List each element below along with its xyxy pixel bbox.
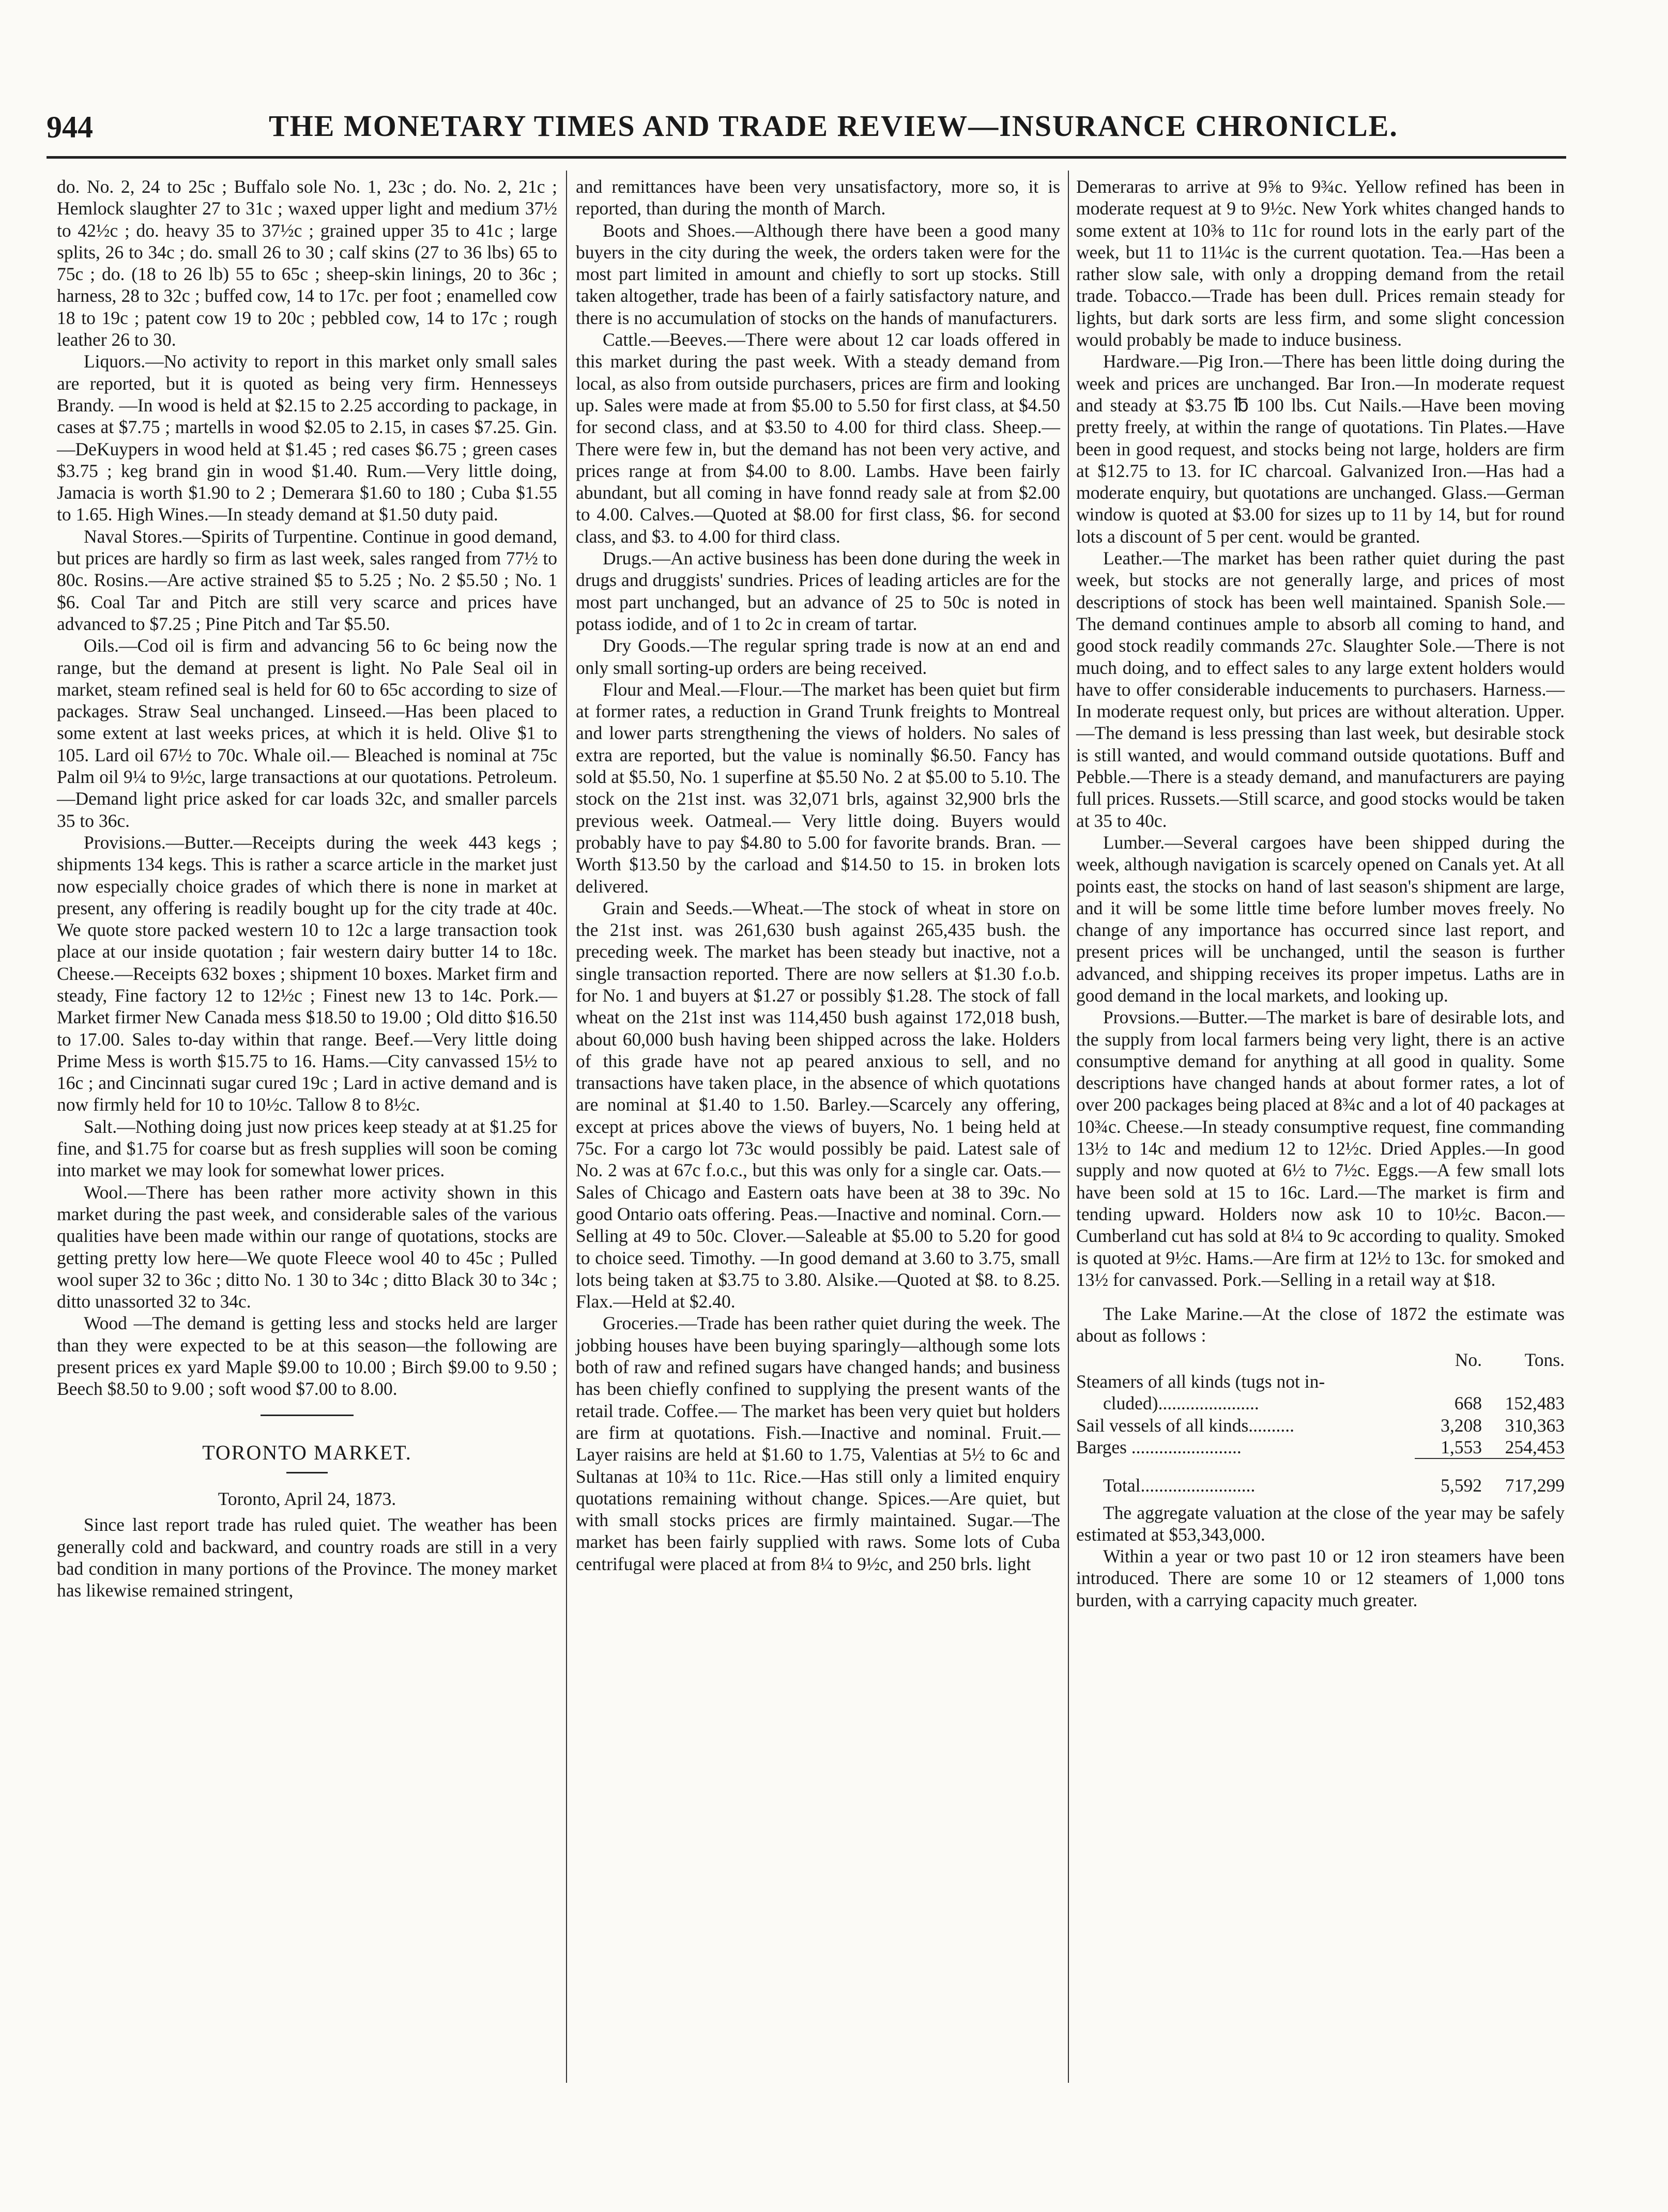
paragraph: Boots and Shoes.—Although there have been a good many buyers in the city during the week, the orders taken were for the most part limited in amount and chiefly to sort up stocks. Still taken altogether, trade has been of a fairly satisfactory nature, and there is no accumulation of stocks on the hands of manufacturers. [576,220,1060,328]
masthead-title: THE MONETARY TIMES AND TRADE REVIEW—INSURANCE CHRONICLE. [269,109,1398,143]
paragraph: Since last report trade has ruled quiet. The weather has been generally cold and backward, and country roads are still in a very bad condition in many portions of the Province. The money market has likewise remained stringent, [57,1514,557,1601]
row-label: Total......................... [1103,1475,1256,1496]
table-header-row [1076,1349,1565,1371]
page-number: 944 [47,110,93,144]
paragraph: Provisions.—Butter.—Receipts during the week 443 kegs ; shipments 134 kegs. This is rather a scarce article in the market just now especially choice grades of which there is none in market at present, any offering is readily bought up for the city trade at 40c. We quote store packed western 10 to 12c a large transaction took place at our inside quotation ; fair western dairy butter 14 to 18c. Cheese.—Receipts 632 boxes ; shipment 10 boxes. Market firm and steady, Fine factory 12 to 12½c ; Finest new 13 to 14c. Pork.—Market firmer New Canada mess $18.50 to 19.00 ; Old ditto $16.50 to 17.00. Sales to-day within that range. Beef.—Very little doing Prime Mess is worth $15.75 to 16. Hams.—City canvassed 15½ to 16c ; and Cincinnati sugar cured 19c ; Lard in active demand and is now firmly held for 10 to 10½c. Tallow 8 to 8½c. [57,832,557,1115]
lake-marine-table [1076,1349,1565,1497]
cell-number: 1,553 [1441,1436,1482,1457]
cell-tons: 310,363 [1505,1415,1565,1436]
row-label: Sail vessels of all kinds.......... [1076,1415,1295,1436]
cell-tons: 717,299 [1505,1475,1565,1496]
cell-tons: 152,483 [1505,1393,1565,1414]
paragraph: Lumber.—Several cargoes have been shipped during the week, although navigation is scarcely opened on Canals yet. At all points east, the stocks on hand of last season's shipment are large, and it will be some little time before lumber moves freely. No change of any importance has occurred since last report, and present prices will be unchanged, until the season is further advanced, and shipping receives its proper impetus. Laths are in good demand in the local markets, and looking up. [1076,832,1565,1006]
cell-number: 5,592 [1441,1475,1482,1496]
paragraph: The aggregate valuation at the close of the year may be safely estimated at $53,343,000. [1076,1502,1565,1545]
section-rule [261,1415,354,1416]
table-row [1076,1436,1565,1458]
row-label: cluded)...................... [1103,1393,1259,1414]
page-header [47,98,1566,160]
table-row [1076,1371,1565,1392]
column-header: Tons. [1524,1349,1565,1370]
paragraph: The Lake Marine.—At the close of 1872 the estimate was about as follows : [1076,1303,1565,1346]
cell-number: 668 [1454,1393,1482,1414]
paragraph: Within a year or two past 10 or 12 iron steamers have been introduced. There are some 10 or 12 steamers of 1,000 tons burden, with a carrying capacity much greater. [1076,1546,1565,1610]
section-rule [286,1472,328,1473]
paragraph: Grain and Seeds.—Wheat.—The stock of wheat in store on the 21st inst. was 261,630 bush against 265,435 bush. the preceding week. The market has been steady but inactive, not a single transaction reported. There are now sellers at $1.30 f.o.b. for No. 1 and buyers at $1.27 or possibly $1.28. The stock of fall wheat on the 21st inst was 114,450 bush against 172,018 bush, about 60,000 bush having been shipped across the lake. Holders of this grade have not ap peared anxious to sell, and no transactions have taken place, in the absence of which quotations are nominal at $1.40 to 1.50. Barley.—Scarcely any offering, except at prices above the views of buyers, No. 1 being held at 75c. For a cargo lot 73c would possibly be paid. Latest sale of No. 2 was at 67c f.o.c., but this was only for a single car. Oats.—Sales of Chicago and Eastern oats have been at 38 to 39c. No good Ontario oats offering. Peas.—Inactive and nominal. Corn.—Selling at 49 to 50c. Clover.—Saleable at $5.00 to 5.20 for good to choice seed. Timothy. —In good demand at 3.60 to 3.75, small lots being taken at $3.75 to 3.80. Alsike.—Quoted at $8. to 8.25. Flax.—Held at $2.40. [576,897,1060,1312]
column-1 [57,176,557,1601]
cell-number: 3,208 [1441,1415,1482,1436]
paragraph: Leather.—The market has been rather quiet during the past week, but stocks are not generally large, and prices of most descriptions of stock has been well maintained. Spanish Sole.—The demand continues ample to absorb all coming to hand, and good stock readily commands 27c. Slaughter Sole.—There is not much doing, and to effect sales to any large extent holders would have to offer considerable inducements to purchasers. Harness.—In moderate request only, but prices are without alteration. Upper.—The demand is less pressing than last week, but desirable stock is still wanted, and would command outside quotations. Buff and Pebble.—There is a steady demand, and manufacturers are paying full prices. Russets.—Still scarce, and good stocks would be taken at 35 to 40c. [1076,548,1565,831]
paragraph: Demeraras to arrive at 9⅝ to 9¾c. Yellow refined has been in moderate request at 9 to 9½c. New York whites changed hands to some extent at 10⅜ to 11c for round lots in the early part of the week, but 11 to 11¼c is the current quotation. Tea.—Has been a rather slow sale, with only a dropping demand from the retail trade. Tobacco.—Trade has been dull. Prices remain steady for lights, but dark sorts are less firm, and some slight concession would probably be made to induce business. [1076,176,1565,350]
column-3 [1076,176,1565,1611]
table-total-row [1076,1474,1565,1496]
paragraph: Provsions.—Butter.—The market is bare of desirable lots, and the supply from local farmers being very light, there is an active consumptive demand for anything at all good in quality. Some descriptions have changed hands at about former rates, a lot of over 200 packages being placed at 8¾c and a lot of 40 packages at 10¾c. Cheese.—In steady consumptive request, fine commanding 13½ to 14c and medium 12 to 12½c. Dried Apples.—In good supply and now quoted at 6½ to 7½c. Eggs.—A few small lots have been sold at 15 to 16c. Lard.—The market is firm and tending upward. Holders now ask 10 to 10½c. Bacon.—Cumberland cut has sold at 8¼ to 9c according to quality. Smoked is quoted at 9½c. Hams.—Are firm at 12½ to 13c. for smoked and 13½ for canvassed. Pork.—Selling in a retail way at $18. [1076,1007,1565,1290]
paragraph: Wood —The demand is getting less and stocks held are larger than they were expected to be at this season—the following are present prices ex yard Maple $9.00 to 10.00 ; Birch $9.00 to 9.50 ; Beech $8.50 to 9.00 ; soft wood $7.00 to 8.00. [57,1313,557,1400]
column-divider [566,171,567,2083]
paragraph: Naval Stores.—Spirits of Turpentine. Continue in good demand, but prices are hardly so firm as last week, sales ranged from 77½ to 80c. Rosins.—Are active strained $5 to 5.25 ; No. 2 $5.50 ; No. 1 $6. Coal Tar and Pitch are still very scarce and prices have advanced to $7.25 ; Pine Pitch and Tar $5.50. [57,526,557,634]
table-row [1076,1392,1565,1414]
paragraph: Hardware.—Pig Iron.—There has been little doing during the week and prices are unchanged. Bar Iron.—In moderate request and steady at $3.75 ℔ 100 lbs. Cut Nails.—Have been moving pretty freely, at within the range of quotations. Tin Plates.—Have been in good request, and stocks being not large, holders are firm at $12.75 to 13. for IC charcoal. Galvanized Iron.—Has had a moderate enquiry, but quotations are unchanged. Glass.—German window is quoted at $3.00 for sizes up to 11 by 14, but for round lots a discount of 5 per cent. would be granted. [1076,351,1565,547]
section-title: TORONTO MARKET. [202,1440,412,1464]
paragraph: Flour and Meal.—Flour.—The market has been quiet but firm at former rates, a reduction in Grand Trunk freights to Montreal and lower parts strengthening the views of holders. No sales of extra are reported, but the value is nominally $6.50. Fancy has sold at $5.50, No. 1 superfine at $5.50 No. 2 at $5.00 to 5.10. The stock on the 21st inst. was 32,071 brls, against 32,900 brls the previous week. Oatmeal.— Very little doing. Buyers would probably have to pay $4.80 to 5.00 for favorite brands. Bran. —Worth $13.50 by the carload and $14.50 to 15. in broken lots delivered. [576,679,1060,897]
paragraph: do. No. 2, 24 to 25c ; Buffalo sole No. 1, 23c ; do. No. 2, 21c ; Hemlock slaughter 27 to 31c ; waxed upper light and medium 37½ to 42½c ; do. heavy 35 to 37½c ; grained upper 35 to 41c ; large splits, 26 to 34c ; do. small 26 to 30 ; calf skins (27 to 36 lbs) 65 to 75c ; do. (18 to 26 lb) 55 to 65c ; sheep-skin linings, 20 to 36c ; harness, 28 to 32c ; buffed cow, 14 to 17c. per foot ; enamelled cow 18 to 19c ; patent cow 19 to 20c ; pebbled cow, 14 to 17c ; rough leather 26 to 30. [57,176,557,350]
table-row [1076,1415,1565,1436]
paragraph: Dry Goods.—The regular spring trade is now at an end and only small sorting-up orders are being received. [576,635,1060,678]
row-label: Steamers of all kinds (tugs not in- [1076,1371,1325,1392]
paragraph: Cattle.—Beeves.—There were about 12 car loads offered in this market during the past week. With a steady demand from local, as also from outside purchasers, prices are firm and looking up. Sales were made at from $5.00 to 5.50 for first class, at $4.50 for second class, and at $3.50 to 4.00 for third class. Sheep.—There were few in, but the demand has not been very active, and prices range at from $4.00 to 8.00. Lambs. Have been fairly abundant, but all coming in have fonnd ready sale at from $2.00 to 4.00. Calves.—Quoted at $8.00 for first class, $6. for second class, and $3. to 4.00 for third class. [576,329,1060,547]
paragraph: Oils.—Cod oil is firm and advancing 56 to 6c being now the range, but the demand at present is light. No Pale Seal oil in market, steam refined seal is held for 60 to 65c according to size of packages. Straw Seal unchanged. Linseed.—Has been placed to some extent at last weeks prices, at which it is held. Olive $1 to 105. Lard oil 67½ to 70c. Whale oil.— Bleached is nominal at 75c Palm oil 9¼ to 9½c, large transactions at our quotations. Petroleum.—Demand light price asked for car loads 32c, and smaller parcels 35 to 36c. [57,635,557,831]
dateline: Toronto, April 24, 1873. [218,1488,396,1509]
column-header: No. [1455,1349,1482,1370]
paragraph: Groceries.—Trade has been rather quiet during the week. The jobbing houses have been buying sparingly—although some lots both of raw and refined sugars have changed hands; and business has been chiefly confined to supplying the present wants of the retail trade. Coffee.— The market has been very quiet but holders are firm at quotations. Fish.—Inactive and nominal. Fruit.—Layer raisins are held at $1.60 to 1.75, Valentias at 5½ to 6c and Sultanas at 10¾ to 11c. Rice.—Has still only a limited enquiry quotations remaining without change. Spices.—Are quiet, but with small stocks prices are firmly maintained. Sugar.—The market has been fairly supplied with raws. Some lots of Cuba centrifugal were placed at from 8¼ to 9½c, and 250 brls. light [576,1313,1060,1574]
paragraph: and remittances have been very unsatisfactory, more so, it is reported, than during the month of March. [576,176,1060,219]
paragraph: Liquors.—No activity to report in this market only small sales are reported, but it is quoted as being very firm. Hennesseys Brandy. —In wood is held at $2.15 to 2.25 according to package, in cases at $7.75 ; martells in wood $2.05 to 2.15, in cases $7.25. Gin.—DeKuypers in wood held at $1.45 ; red cases $6.75 ; green cases $3.75 ; keg brand gin in wood $1.40. Rum.—Very little doing, Jamacia is worth $1.90 to 2 ; Demerara $1.60 to 180 ; Cuba $1.55 to 1.65. High Wines.—In steady demand at $1.50 duty paid. [57,351,557,525]
row-label: Barges ........................ [1076,1436,1242,1457]
header-rule [47,156,1566,159]
paragraph: Wool.—There has been rather more activity shown in this market during the past week, and considerable sales of the various qualities have been made within our range of quotations, stocks are getting pretty low here—We quote Fleece wool 40 to 45c ; Pulled wool super 32 to 36c ; ditto No. 1 30 to 34c ; ditto Black 30 to 34c ; ditto unassorted 32 to 34c. [57,1181,557,1312]
column-2 [576,176,1060,1575]
cell-tons: 254,453 [1505,1436,1565,1457]
paragraph: Salt.—Nothing doing just now prices keep steady at at $1.25 for fine, and $1.75 for coarse but as fresh supplies will soon be coming into market we may look for somewhat lower prices. [57,1116,557,1181]
column-divider [1068,171,1069,2083]
paragraph: Drugs.—An active business has been done during the week in drugs and druggists' sundries. Prices of leading articles are for the most part unchanged, but an advance of 25 to 50c is noted in potass iodide, and of 1 to 2c in cream of tartar. [576,548,1060,634]
